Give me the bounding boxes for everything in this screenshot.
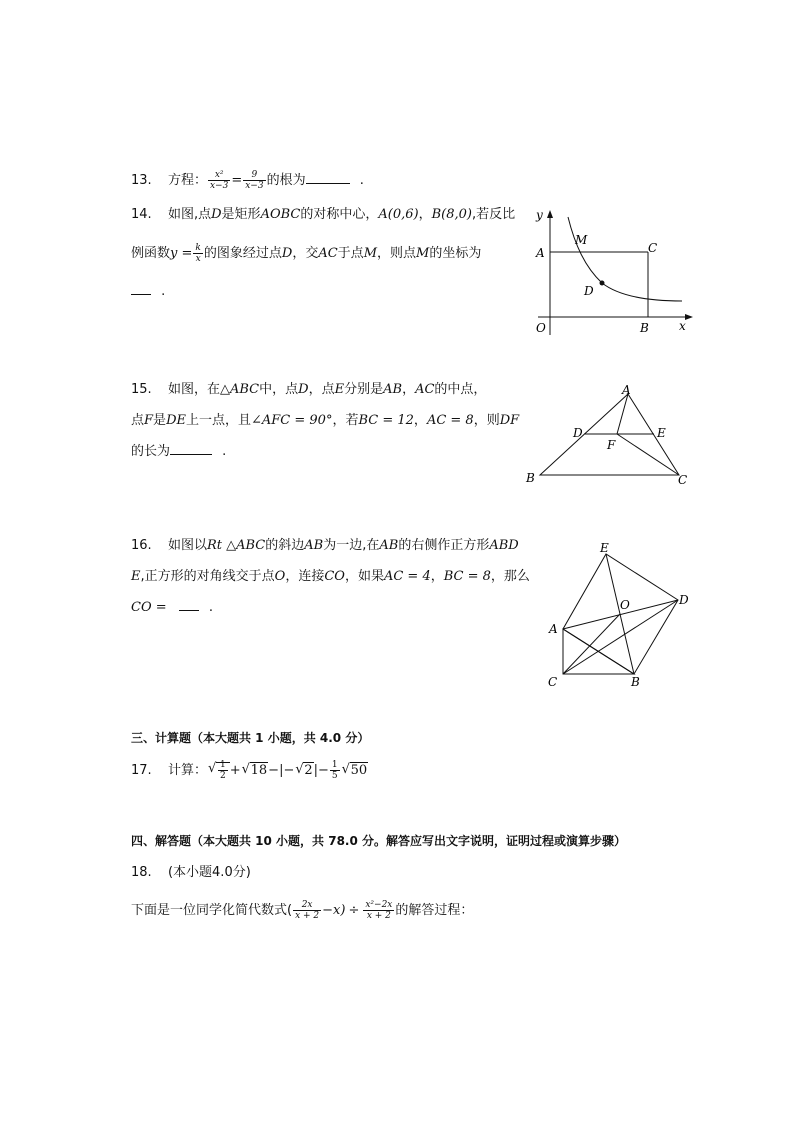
segment-fc	[617, 434, 679, 475]
question-15-line-1: 15. 如图，在△ABC中，点D，点E分别是AB，AC的中点，	[131, 382, 487, 397]
label-b: B	[631, 675, 640, 689]
label-c: C	[678, 473, 688, 487]
question-13: 13. 方程： $\frac{\text{x²}}{x-3}$ = $\frac{9}{x-3}$ 的根为 .	[131, 170, 364, 191]
sqrt-50: √ 50	[342, 761, 369, 781]
answer-blank[interactable]	[131, 282, 151, 295]
question-15-line-2: 点F是DE上一点，且∠AFC = 90°，若BC = 12，AC = 8，则DF	[131, 413, 520, 428]
question-number: 16.	[131, 538, 152, 553]
label-m: M	[575, 233, 588, 247]
label-e: E	[600, 541, 609, 555]
label-o: O	[620, 598, 630, 612]
question-18-text: 下面是一位同学化简代数式( $\frac{2x}{x + 2}$ −x) ÷ $\frac{\text{x²−2x}}{x + 2}$ 的解答过程：	[131, 900, 474, 921]
figure-q16-square	[538, 538, 698, 692]
x-axis-arrow	[685, 314, 693, 320]
section-3-heading: 三、计算题（本大题共 1 小题，共 4.0 分）	[131, 731, 370, 745]
question-15-line-3: 的长为 .	[131, 444, 227, 459]
label-y: y	[536, 208, 543, 222]
label-a: A	[549, 622, 558, 636]
answer-blank[interactable]	[170, 442, 212, 455]
sqrt-2: √ 2	[295, 761, 313, 781]
label-d: D	[679, 593, 689, 607]
label-a: A	[622, 383, 631, 397]
label-d: D	[584, 284, 594, 298]
question-number: 18.	[131, 865, 152, 880]
sqrt-18: √ 18	[242, 761, 269, 781]
question-16-line-1: 16. 如图以Rt △ABC的斜边AB为一边,在AB的右侧作正方形ABD	[131, 538, 519, 553]
answer-blank[interactable]	[179, 598, 199, 611]
label-o: O	[536, 321, 546, 335]
answer-blank[interactable]	[306, 171, 350, 184]
sqrt-half: √ $\frac{1}{2}$	[208, 760, 230, 781]
point-d	[600, 281, 605, 286]
segment-co	[563, 614, 620, 674]
label-x: x	[679, 319, 686, 333]
label-d: D	[573, 426, 583, 440]
label-f: F	[607, 438, 616, 452]
section-4-heading: 四、解答题（本大题共 10 小题，共 78.0 分。解答应写出文字说明，证明过程或演算步骤）	[131, 834, 627, 848]
question-14-line-2: 例函数y = $\frac{k}{x}$ 的图象经过点D，交AC于点M，则点M的坐标为	[131, 243, 482, 264]
label-a: A	[536, 246, 545, 260]
fraction: $\frac{k}{x}$	[195, 243, 201, 264]
question-14-line-1: 14. 如图,点D是矩形AOBC的对称中心，A(0,6)，B(8,0),若反比	[131, 207, 516, 222]
label-c: C	[548, 675, 558, 689]
y-axis-arrow	[547, 210, 553, 218]
label-c: C	[648, 241, 658, 255]
question-number: 14.	[131, 207, 152, 222]
question-number: 13.	[131, 173, 152, 188]
question-18-header: 18. (本小题4.0分)	[131, 865, 251, 880]
label-e: E	[657, 426, 666, 440]
segment-af	[617, 394, 628, 434]
question-16-line-2: E,正方形的对角线交于点O，连接CO，如果AC = 4，BC = 8，那么	[131, 569, 530, 584]
question-14-line-3: .	[131, 282, 165, 302]
fraction: $\frac{9}{x-3}$	[245, 170, 264, 191]
figure-q15-triangle	[522, 382, 694, 490]
label-b: B	[640, 321, 649, 335]
question-16-line-3: CO = .	[131, 600, 214, 615]
figure-q14-coordinate	[530, 205, 700, 340]
question-number: 17.	[131, 763, 152, 778]
fraction: $\frac{\text{x²}}{x-3}$	[209, 170, 229, 191]
question-number: 15.	[131, 382, 152, 397]
question-17: 17. 计算： √ $\frac{1}{2}$ +√ 18−|−√ 2|− $\frac{1}{5}$ √ 50	[131, 760, 368, 781]
label-b: B	[526, 471, 535, 485]
